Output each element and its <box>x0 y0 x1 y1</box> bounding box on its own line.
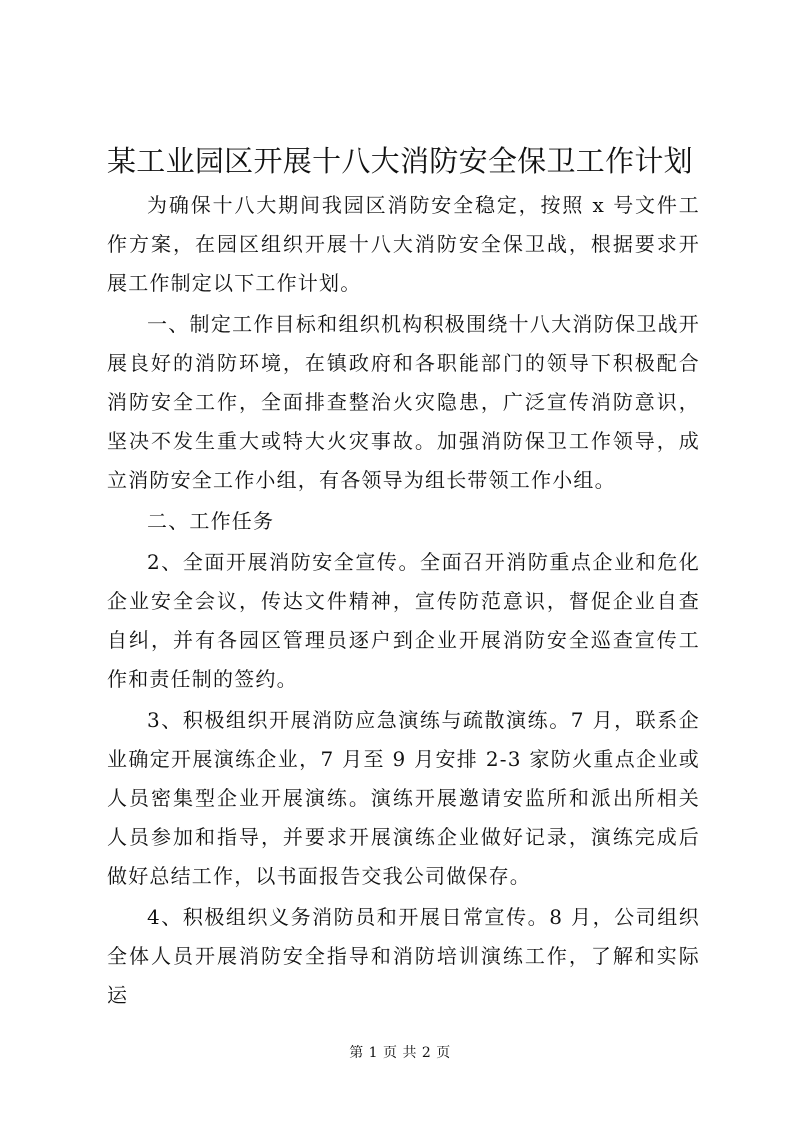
document-body <box>107 186 700 1015</box>
page-footer: 第 1 页 共 2 页 <box>349 1045 451 1061</box>
document-title: 某工业园区开展十八大消防安全保卫工作计划 <box>106 144 693 178</box>
paragraph-task-4: 4、积极组织义务消防员和开展日常宣传。8 月，公司组织全体人员开展消防安全指导和消防培训演练工作，了解和实际运 <box>107 905 700 1007</box>
paragraph-task-3: 3、积极组织开展消防应急演练与疏散演练。7 月，联系企业确定开展演练企业，7 月至 9 月安排 2-3 家防火重点企业或人员密集型企业开展演练。演练开展邀请安监所和派出所相关人员参加和指导，并要求开展演练企业做好记录，演练完成后做好总结工作，以书面报告交我公司做保存。 <box>107 708 700 888</box>
paragraph-intro: 为确保十八大期间我园区消防安全稳定，按照 x 号文件工作方案，在园区组织开展十八大消防安全保卫战，根据要求开展工作制定以下工作计划。 <box>107 193 700 295</box>
paragraph-section-1: 一、制定工作目标和组织机构积极围绕十八大消防保卫战开展良好的消防环境，在镇政府和各职能部门的领导下积极配合消防安全工作，全面排查整治火灾隐患，广泛宣传消防意识，坚决不发生重大或特大火灾事故。加强消防保卫工作领导，成立消防安全工作小组，有各领导为组长带领工作小组。 <box>107 312 700 492</box>
paragraph-task-2: 2、全面开展消防安全宣传。全面召开消防重点企业和危化企业安全会议，传达文件精神，宣传防范意识，督促企业自查自纠，并有各园区管理员逐户到企业开展消防安全巡查宣传工作和责任制的签约。 <box>107 550 700 691</box>
paragraph-section-2-heading: 二、工作任务 <box>147 509 275 533</box>
